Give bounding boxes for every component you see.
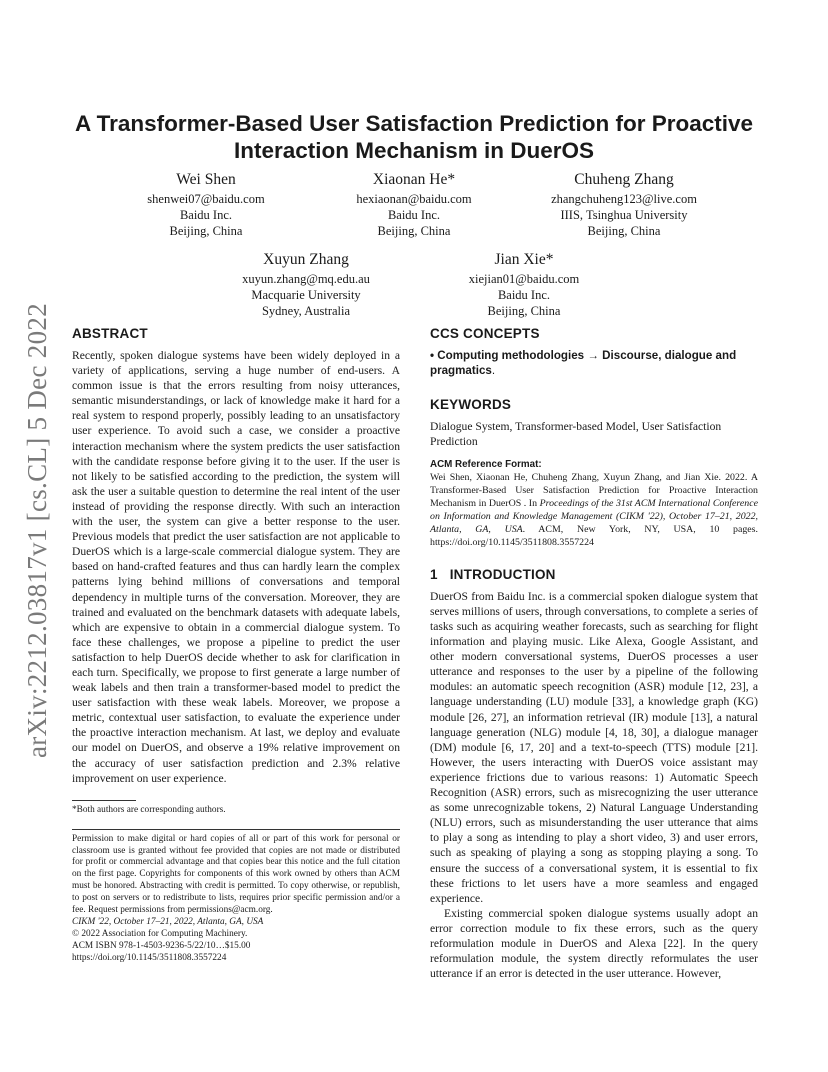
paper-title: A Transformer-Based User Satisfaction Prediction for Proactive Interaction Mechanism in DuerOS — [74, 111, 754, 163]
permission-notice: Permission to make digital or hard copies of all or part of this work for personal or classroom use is granted without fee provided that copies are not made or distributed for profit or commercial advantage and that copies bear this notice and the full citation on the first page. Copyrights for components of this work owned by others than ACM must be honored. Abstracting with credit is permitted. To copy otherwise, or republish, to post on servers or to redistribute to lists, requires prior specific permission and/or a fee. Request permissions from permissions@acm.org. — [72, 833, 400, 916]
author-location: Beijing, China — [169, 224, 243, 238]
section-number: 1 — [430, 566, 438, 582]
conference-info: CIKM '22, October 17–21, 2022, Atlanta, GA, USA — [72, 916, 264, 927]
keywords-text: Dialogue System, Transformer-based Model, User Satisfaction Prediction — [430, 420, 722, 449]
author-name: Xuyun Zhang — [263, 251, 349, 268]
footnote-divider — [72, 800, 136, 801]
doi-link[interactable]: https://doi.org/10.1145/3511808.3557224 — [72, 952, 227, 963]
section-title: INTRODUCTION — [449, 566, 556, 582]
author-block — [208, 250, 404, 319]
author-block — [108, 170, 304, 239]
ccs-concept-term: • Computing methodologies → Discourse, dialogue and pragmatics — [430, 349, 737, 378]
abstract-heading: ABSTRACT — [72, 326, 148, 341]
author-affiliation: Baidu Inc. — [179, 208, 233, 222]
author-email[interactable]: shenwei07@baidu.com — [147, 192, 265, 206]
introduction-paragraph-2: Existing commercial spoken dialogue systems usually adopt an error correction module to fix these errors, such as the query reformulation module in DuerOS and Alexa [22]. In the query reformulation module, the system directly reformulates the user utterance if an error is detected in the user utterance. However, — [430, 906, 758, 981]
keywords-heading: KEYWORDS — [430, 397, 512, 413]
left-column — [72, 325, 400, 965]
abstract-text: Recently, spoken dialogue systems have been widely deployed in a variety of applications, serving a huge number of end-users. A common issue is that the errors resulting from noisy utterances, semantic misunderstandings, or lack of knowledge make it hard for a real system to respond properly, possibly leading to an unsatisfactory user experience. To avoid such a case, we consider a proactive interaction mechanism where the system predicts the user satisfaction with the candidate response before giving it to the user. If the user is not likely to be satisfied according to the prediction, the system will ask the user a suitable question to determine the real intent of the user instead of providing the response directly. With such an interaction with the user, the system can give a better response to the user. Previous models that predict the user satisfaction are not applicable to DuerOS which is a large-scale commercial dialogue system. They are based on hand-crafted features and thus can hardly learn the complex patterns lying behind millions of conversations and temporal dependency in multiple turns of the conversation. Moreover, they are trained and evaluated on the benchmark datasets with adequate labels, which are expensive to obtain in a commercial dialogue system. To face these challenges, we propose a pipeline to predict the user satisfaction to help DuerOS decide whether to ask for clarification in each turn. Specifically, we propose to first generate a large number of weak labels and then train a transformer-based model to predict the user satisfaction with these weak labels. Moreover, we propose a metric, contextual user satisfaction, to evaluate the experience under the proactive interaction mechanism. At last, we deploy and evaluate our model on DuerOS, and observe a 19% relative improvement on the accuracy of user satisfaction prediction and 2.3% relative improvement on user experience. — [72, 349, 400, 785]
author-name: Chuheng Zhang — [574, 171, 674, 188]
reference-tail[interactable]: . ACM, New York, NY, USA, 10 pages. https://doi.org/10.1145/3511808.3557224 — [430, 524, 758, 548]
reference-format-text — [430, 472, 758, 549]
author-name: Jian Xie* — [494, 251, 554, 268]
ccs-heading: CCS CONCEPTS — [430, 326, 540, 341]
author-location: Beijing, China — [377, 224, 451, 238]
copyright-notice: © 2022 Association for Computing Machinery. — [72, 928, 248, 939]
author-block — [426, 250, 622, 319]
reference-authors: Wei Shen, Xiaonan He, Chuheng Zhang, Xuyun Zhang, and Jian Xie. 2022. A Transformer-Based User Satisfaction Prediction for Proactive Interaction Mechanism in DuerOS . In — [430, 472, 758, 510]
author-email[interactable]: xuyun.zhang@mq.edu.au — [242, 272, 370, 286]
author-block — [524, 170, 724, 239]
ccs-concepts — [430, 348, 758, 378]
author-affiliation: Baidu Inc. — [387, 208, 441, 222]
author-location: Beijing, China — [487, 304, 561, 318]
arxiv-identifier-stamp — [14, 290, 62, 770]
author-location: Sydney, Australia — [261, 304, 351, 318]
introduction-heading — [430, 566, 758, 583]
author-affiliation: IIIS, Tsinghua University — [560, 208, 688, 222]
right-column — [430, 325, 758, 981]
author-affiliation: Baidu Inc. — [497, 288, 551, 302]
corresponding-author-footnote: *Both authors are corresponding authors. — [72, 804, 226, 815]
author-affiliation: Macquarie University — [251, 288, 361, 302]
author-email[interactable]: xiejian01@baidu.com — [468, 272, 580, 286]
author-name: Wei Shen — [176, 171, 236, 188]
isbn: ACM ISBN 978-1-4503-9236-5/22/10…$15.00 — [72, 940, 251, 951]
permission-divider — [72, 829, 400, 830]
ccs-concept-tail: . — [491, 364, 496, 378]
arxiv-identifier[interactable]: arXiv:2212.03817v1 [cs.CL] 5 Dec 2022 — [22, 302, 53, 758]
author-location: Beijing, China — [587, 224, 661, 238]
author-block — [316, 170, 512, 239]
author-email[interactable]: zhangchuheng123@live.com — [551, 192, 697, 206]
author-email[interactable]: hexiaonan@baidu.com — [356, 192, 472, 206]
reference-venue: Proceedings of the 31st ACM International Conference on Information and Knowledge Management (CIKM '22), October 17–21, 2022, Atlanta, GA, USA — [430, 498, 758, 535]
introduction-paragraph-1: DuerOS from Baidu Inc. is a commercial spoken dialogue system that serves millions of users, through conversations, to complete a series of tasks such as acquiring weather forecasts, such as searching for flight information and playing music. Like Alexa, Google Assistant, and other modern conversational systems, DuerOS processes a user utterance and responses to the user by a pipeline of the following modules: an automatic speech recognition (ASR) module [12, 23], a language understanding (LU) module [33], a knowledge graph (KG) module [26, 27], an information retrieval (IR) module [13], a natural language generation (NLG) module [4, 18, 30], a dialogue manager (DM) module [6, 17, 20] and a text-to-speech (TTS) module [21]. However, the users interacting with DuerOS voice assistant may experience frictions due to various reasons: 1) Automatic Speech Recognition (ASR) errors, such as misrecognizing the user utterance as some unrecognizable tokens, 2) Natural Language Understanding (NLU) errors, such as misunderstanding the user utterance that aims to play a song as intending to play a short video, 3) and user errors, such as speaking of playing a song as stopping playing a song. To ensure the success of a conversational system, it is essential to fix these frictions to let users have a more seamless and engaged experience. — [430, 589, 758, 905]
author-name: Xiaonan He* — [372, 171, 456, 188]
reference-format-heading: ACM Reference Format: — [430, 459, 542, 471]
